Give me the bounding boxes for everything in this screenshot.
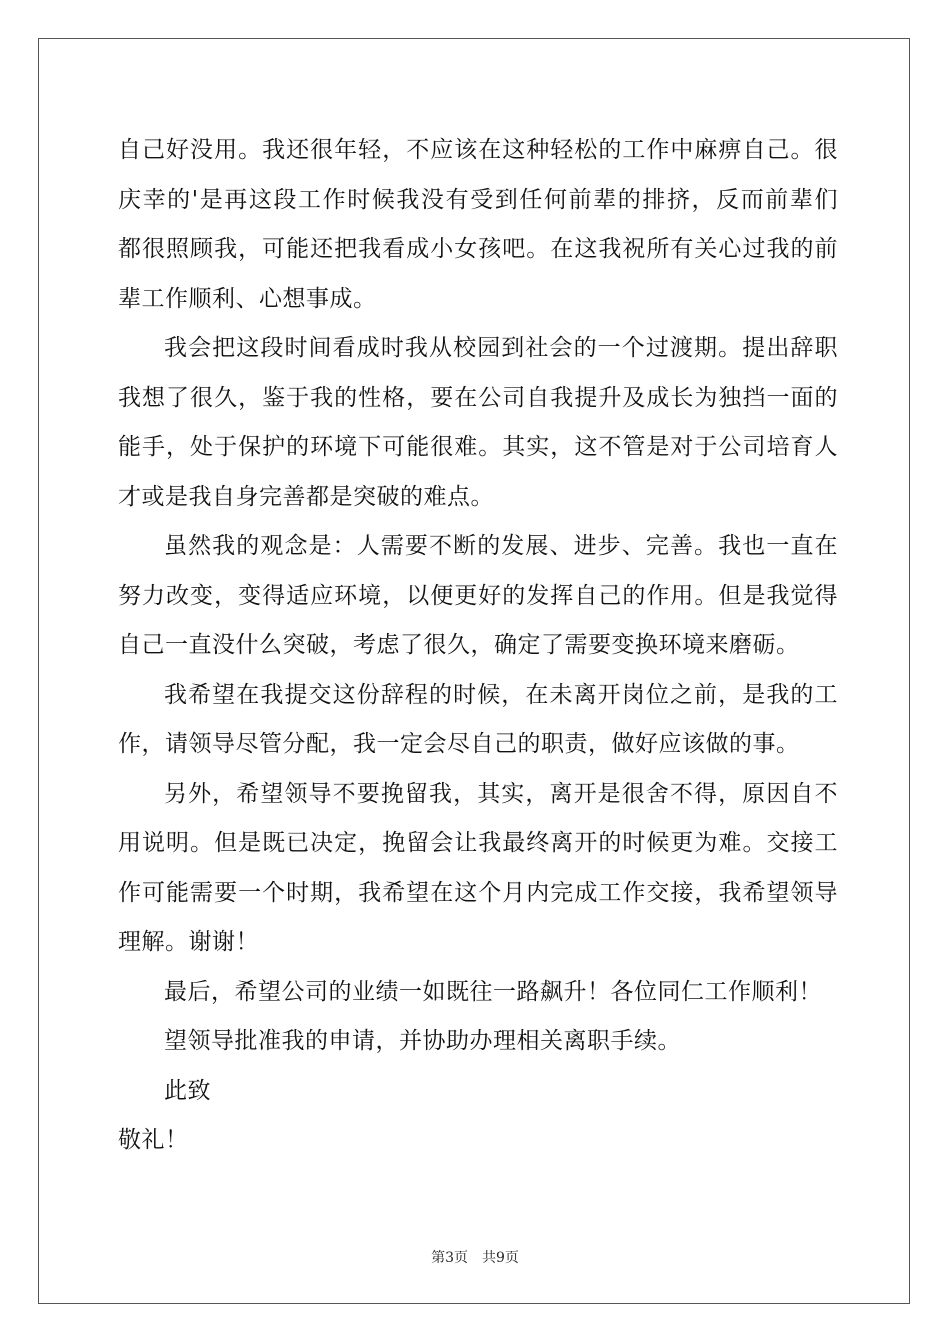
text-line: 另外，希望领导不要挽留我，其实，离开是很舍不得，原因自不 [164, 780, 838, 807]
text-line: 庆幸的'是再这段工作时候我没有受到任何前辈的排挤，反而前辈们 [118, 186, 838, 213]
text-line: 才或是我自身完善都是突破的难点。 [118, 483, 494, 510]
text-line: 我希望在我提交这份辞程的时候，在未离开岗位之前，是我的工 [164, 681, 838, 708]
text-line: 此致 [164, 1077, 211, 1104]
text-line: 自己好没用。我还很年轻，不应该在这种轻松的工作中麻痹自己。很 [118, 137, 838, 163]
text-line: 辈工作顺利、心想事成。 [118, 285, 377, 312]
paragraph [118, 770, 838, 968]
text-line: 自己一直没什么突破，考虑了很久，确定了需要变换环境来磨砺。 [118, 632, 800, 658]
text-line: 作，请领导尽管分配，我一定会尽自己的职责，做好应该做的事。 [118, 731, 800, 757]
text-line: 都很照顾我，可能还把我看成小女孩吧。在这我祝所有关心过我的前 [118, 236, 838, 262]
paragraph [118, 1017, 838, 1067]
text-line: 能手，处于保护的环境下可能很难。其实，这不管是对于公司培育人 [118, 434, 838, 460]
page-footer [0, 1247, 950, 1267]
text-line: 努力改变，变得适应环境，以便更好的发挥自己的作用。但是我觉得 [118, 582, 838, 609]
paragraph [118, 126, 838, 324]
text-line: 敬礼！ [118, 1127, 189, 1153]
text-line: 最后，希望公司的业绩一如既往一路飙升！各位同仁工作顺利！ [164, 978, 822, 1005]
text-line: 理解。谢谢！ [118, 929, 259, 955]
paragraph [118, 522, 838, 671]
document-body [118, 126, 838, 1166]
text-line: 我会把这段时间看成时我从校园到社会的一个过渡期。提出辞职 [164, 335, 838, 361]
paragraph [118, 324, 838, 522]
text-line: 作可能需要一个时期，我希望在这个月内完成工作交接，我希望领导 [118, 879, 838, 906]
paragraph [118, 1067, 838, 1117]
text-line: 虽然我的观念是：人需要不断的发展、进步、完善。我也一直在 [164, 533, 838, 559]
paragraph [118, 671, 838, 770]
text-line: 望领导批准我的申请，并协助办理相关离职手续。 [164, 1028, 681, 1054]
text-line: 用说明。但是既已决定，挽留会让我最终离开的时候更为难。交接工 [118, 830, 838, 856]
page-number: 第3页 [431, 1250, 468, 1266]
paragraph [118, 1116, 838, 1166]
paragraph [118, 968, 838, 1018]
page-total: 共9页 [482, 1250, 519, 1266]
text-line: 我想了很久，鉴于我的性格，要在公司自我提升及成长为独挡一面的 [118, 384, 838, 411]
